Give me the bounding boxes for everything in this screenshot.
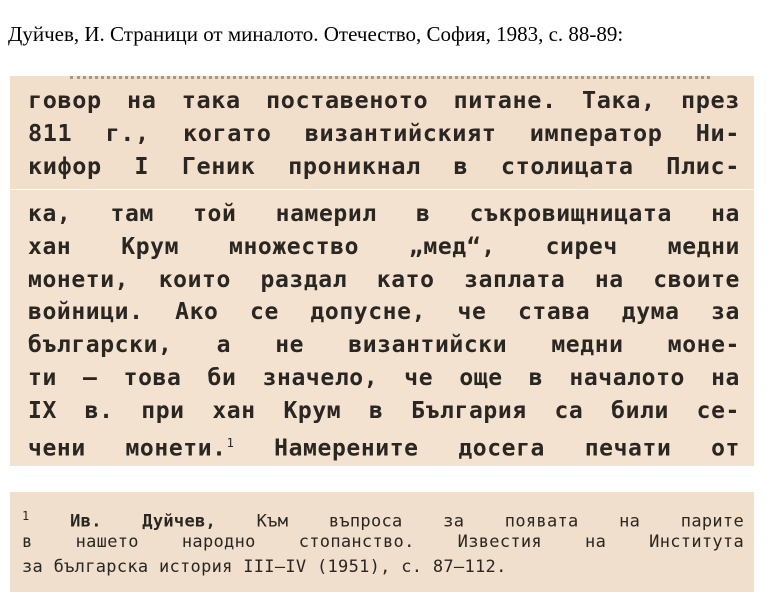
- text-line: монети, които раздал като заплата на своите: [28, 267, 740, 293]
- text-line: говор на така поставеното питане. Така, през: [28, 86, 740, 114]
- text-line: 811 г., когато византийският император Ни-: [28, 119, 740, 147]
- footnote-text: Към въпроса за появата на парите: [216, 511, 744, 532]
- footnote-author: Ив. Дуйчев,: [70, 511, 217, 532]
- text-line: кифор I Геник проникнал в столицата Плис-: [28, 152, 740, 180]
- footnote-marker: 1: [22, 509, 30, 523]
- citation-header: Дуйчев, И. Страници от миналото. Отечество, София, 1983, с. 88-89:: [8, 22, 624, 46]
- scan-fragment-middle: [10, 190, 754, 466]
- footnote-line: за българска история III—IV (1951), с. 87—112.: [22, 557, 507, 577]
- text-line: ка, там той намерил в съкровищницата на: [28, 201, 740, 227]
- text-segment: Намерените досега печати от: [234, 435, 740, 462]
- text-segment: чени монети.: [28, 435, 227, 462]
- footnote-reference: 1: [226, 436, 235, 450]
- text-line: войници. Ако се допусне, че става дума за: [28, 299, 740, 325]
- text-line: хан Крум множество „мед“, сиреч медни: [28, 234, 740, 260]
- footnote-line: в нашето народно стопанство. Известия на Института: [22, 532, 744, 552]
- scan-fragment-top: [10, 76, 754, 189]
- text-line: IX в. при хан Крум в България са били се-: [28, 398, 740, 424]
- text-line: български, а не византийски медни моне-: [28, 332, 740, 358]
- scan-fragment-footnote: [10, 492, 754, 592]
- text-line-with-footnote-ref: [28, 427, 740, 465]
- text-line: ти — това би значело, че още в началото на: [28, 365, 740, 391]
